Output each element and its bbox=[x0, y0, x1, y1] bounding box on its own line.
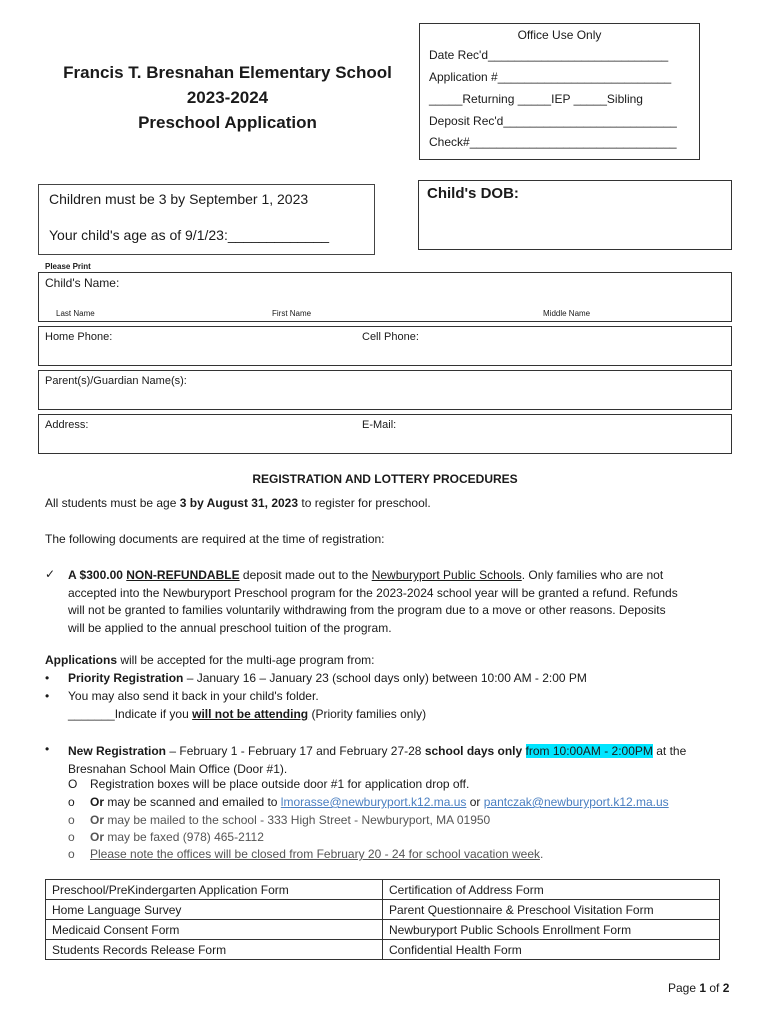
child-dob-box[interactable] bbox=[418, 180, 732, 250]
bullet-icon: • bbox=[45, 742, 50, 756]
table-cell: Preschool/PreKindergarten Application Form bbox=[46, 880, 383, 900]
office-use-box bbox=[419, 23, 700, 160]
address-field[interactable]: Address: bbox=[45, 419, 89, 431]
table-cell: Newburyport Public Schools Enrollment Form bbox=[383, 920, 720, 940]
guardian-box[interactable] bbox=[38, 370, 732, 410]
child-age-field[interactable]: Your child's age as of 9/1/23:_____________ bbox=[49, 227, 330, 243]
age-requirement-box bbox=[38, 184, 375, 255]
documents-intro: The following documents are required at the time of registration: bbox=[45, 532, 385, 546]
check-number-field[interactable]: Check#_______________________________ bbox=[429, 135, 677, 149]
guardian-name-label: Parent(s)/Guardian Name(s): bbox=[45, 375, 187, 387]
form-title: Preschool Application bbox=[138, 113, 317, 132]
email-link-pantczak[interactable]: pantczak@newburyport.k12.ma.us bbox=[483, 795, 669, 809]
bullet-icon: • bbox=[45, 671, 50, 685]
age-requirement-paragraph: All students must be age 3 by August 31, 2023 to register for preschool. bbox=[45, 496, 431, 510]
not-attending-item[interactable]: _______Indicate if you will not be attending (Priority families only) bbox=[68, 707, 427, 721]
table-cell: Confidential Health Form bbox=[383, 940, 720, 960]
deposit-received-field[interactable]: Deposit Rec'd__________________________ bbox=[429, 114, 677, 128]
office-use-title: Office Use Only bbox=[517, 28, 602, 42]
date-received-field[interactable]: Date Rec'd___________________________ bbox=[429, 48, 669, 62]
last-name-caption: Last Name bbox=[56, 309, 95, 318]
table-cell: Certification of Address Form bbox=[383, 880, 720, 900]
first-name-caption: First Name bbox=[272, 309, 312, 318]
bullet-icon: • bbox=[45, 689, 50, 703]
age-requirement-text: Children must be 3 by September 1, 2023 bbox=[49, 191, 309, 207]
table-cell: Students Records Release Form bbox=[46, 940, 383, 960]
application-number-field[interactable]: Application #__________________________ bbox=[429, 70, 672, 84]
new-registration-item: New Registration – February 1 - February 17 and February 27-28 school days only from 10:00AM - 2:00PM at the Bresnahan School Main Office (Door #1). bbox=[68, 744, 687, 776]
middle-name-caption: Middle Name bbox=[543, 309, 591, 318]
child-dob-label: Child's DOB: bbox=[427, 185, 519, 202]
folder-item: You may also send it back in your child's folder. bbox=[68, 689, 319, 703]
table-row bbox=[46, 880, 720, 900]
child-name-label: Child's Name: bbox=[45, 276, 120, 290]
table-cell: Home Language Survey bbox=[46, 900, 383, 920]
email-link-lmorasse[interactable]: lmorasse@newburyport.k12.ma.us bbox=[280, 795, 467, 809]
address-box bbox=[38, 414, 732, 454]
home-phone-field[interactable]: Home Phone: bbox=[45, 331, 113, 343]
sub-item-drop-off: O Registration boxes will be place outside door #1 for application drop off. bbox=[68, 777, 470, 791]
table-row bbox=[46, 940, 720, 960]
table-row bbox=[46, 920, 720, 940]
sub-item-fax: o Or may be faxed (978) 465-2112 bbox=[68, 830, 264, 844]
check-icon: ✓ bbox=[45, 567, 56, 581]
required-forms-table bbox=[45, 879, 720, 960]
cell-phone-field[interactable]: Cell Phone: bbox=[362, 331, 419, 343]
table-row bbox=[46, 900, 720, 920]
table-cell: Parent Questionnaire & Preschool Visitation Form bbox=[383, 900, 720, 920]
child-name-box[interactable] bbox=[38, 272, 732, 322]
school-header bbox=[40, 60, 415, 135]
deposit-paragraph: A $300.00 NON-REFUNDABLE deposit made out to the Newburyport Public Schools. Only families who are not accepted into the Newburyport Preschool program for the 2023-2024 school year will be granted a refund. Refunds will not be granted to families voluntarily withdrawing from the program due to a move or other reasons. Deposits will be applied to the annual preschool tuition of the program. bbox=[68, 568, 678, 635]
applications-paragraph: Applications will be accepted for the multi-age program from: bbox=[45, 653, 375, 667]
sub-item-email: o Or may be scanned and emailed to lmorasse@newburyport.k12.ma.us or pantczak@newburyport.k12.ma.us bbox=[68, 795, 669, 809]
priority-registration-item: Priority Registration – January 16 – January 23 (school days only) between 10:00 AM - 2:00 PM bbox=[68, 671, 587, 685]
sub-item-mail: o Or may be mailed to the school - 333 High Street - Newburyport, MA 01950 bbox=[68, 813, 491, 827]
procedures-heading: REGISTRATION AND LOTTERY PROCEDURES bbox=[252, 472, 518, 486]
please-print-note: Please Print bbox=[45, 262, 91, 271]
email-field[interactable]: E-Mail: bbox=[362, 419, 397, 431]
sub-item-vacation: o Please note the offices will be closed from February 20 - 24 for school vacation week. bbox=[68, 847, 544, 861]
school-name: Francis T. Bresnahan Elementary School bbox=[63, 63, 392, 82]
status-flags-field[interactable]: _____Returning _____IEP _____Sibling bbox=[429, 92, 643, 106]
school-year: 2023-2024 bbox=[186, 88, 269, 107]
phones-box bbox=[38, 326, 732, 366]
page-number: Page 1 of 2 bbox=[668, 981, 730, 995]
table-cell: Medicaid Consent Form bbox=[46, 920, 383, 940]
highlighted-time: from 10:00AM - 2:00PM bbox=[525, 744, 653, 758]
